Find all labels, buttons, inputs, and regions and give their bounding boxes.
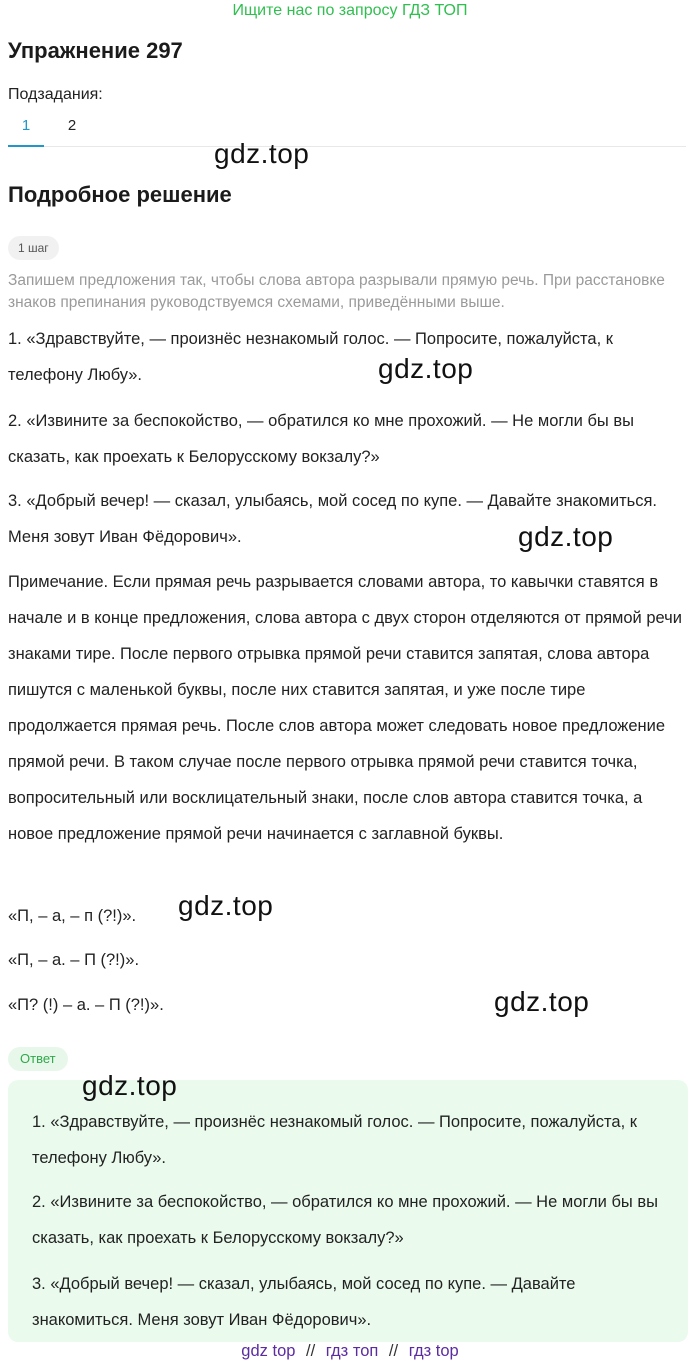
- tab-subtask-1[interactable]: 1: [8, 117, 44, 134]
- watermark: gdz.top: [378, 353, 474, 384]
- top-banner[interactable]: Ищите нас по запросу ГДЗ ТОП: [232, 2, 468, 19]
- solution-intro: Запишем предложения так, чтобы слова автора разрывали прямую речь. При расстановке знаков препинания руководствуемся схемами, приведёнными выше.: [8, 272, 665, 311]
- scheme-1: «П, – а, – п (?!)».: [8, 907, 137, 925]
- footer-link-1[interactable]: gdz top: [241, 1342, 296, 1360]
- watermark: gdz.top: [178, 890, 274, 921]
- answer-sentence-1: 1. «Здравствуйте, — произнёс незнакомый голос. — Попросите, пожалуйста, к телефону Любу».: [32, 1113, 637, 1167]
- tab-subtask-2[interactable]: 2: [67, 117, 77, 134]
- answer-box: [8, 1080, 688, 1342]
- subtasks-label: Подзадания:: [8, 86, 103, 103]
- page-title: Упражнение 297: [8, 38, 183, 63]
- solution-sentence-1: 1. «Здравствуйте, — произнёс незнакомый голос. — Попросите, пожалуйста, к телефону Любу».: [8, 330, 613, 384]
- solution-sentence-3: 3. «Добрый вечер! — сказал, улыбаясь, мой сосед по купе. — Давайте знакомиться. Меня зовут Иван Фёдорович».: [8, 492, 657, 546]
- answer-sentence-3: 3. «Добрый вечер! — сказал, улыбаясь, мой сосед по купе. — Давайте знакомиться. Меня зовут Иван Фёдорович».: [32, 1275, 576, 1329]
- watermark: gdz.top: [494, 986, 590, 1017]
- footer-separator: //: [388, 1342, 399, 1360]
- solution-note: Примечание. Если прямая речь разрывается словами автора, то кавычки ставятся в начале и в конце предложения, слова автора с двух сторон отделяются от прямой речи знаками тире. После первого отрывка прямой речи ставится запятая, слова автора пишутся с маленькой буквы, после них ставится запятая, и уже после тире продолжается прямая речь. После слов автора может следовать новое предложение прямой речи. В таком случае после первого отрывка прямой речи ставится точка, вопросительный или восклицательный знаки, после слов автора ставится точка, а новое предложение прямой речи начинается с заглавной буквы.: [8, 573, 682, 843]
- footer-link-2[interactable]: гдз топ: [325, 1342, 379, 1360]
- watermark: gdz.top: [82, 1070, 178, 1101]
- scheme-3: «П? (!) – а. – П (?!)».: [8, 996, 164, 1014]
- subtask-tabs: [8, 112, 686, 147]
- footer-separator: //: [306, 1342, 316, 1360]
- step-badge: 1 шаг: [8, 236, 59, 260]
- watermark: gdz.top: [518, 521, 614, 552]
- watermark: gdz.top: [214, 138, 310, 169]
- footer-links: [0, 1342, 700, 1361]
- scheme-2: «П, – а. – П (?!)».: [8, 951, 140, 969]
- answer-badge: Ответ: [8, 1047, 68, 1071]
- footer-link-3[interactable]: гдз top: [408, 1342, 459, 1360]
- solution-sentence-2: 2. «Извините за беспокойство, — обратился ко мне прохожий. — Не могли бы вы сказать, как проехать к Белорусскому вокзалу?»: [8, 412, 634, 466]
- solution-heading: Подробное решение: [8, 182, 232, 207]
- answer-sentence-2: 2. «Извините за беспокойство, — обратился ко мне прохожий. — Не могли бы вы сказать, как проехать к Белорусскому вокзалу?»: [32, 1193, 658, 1247]
